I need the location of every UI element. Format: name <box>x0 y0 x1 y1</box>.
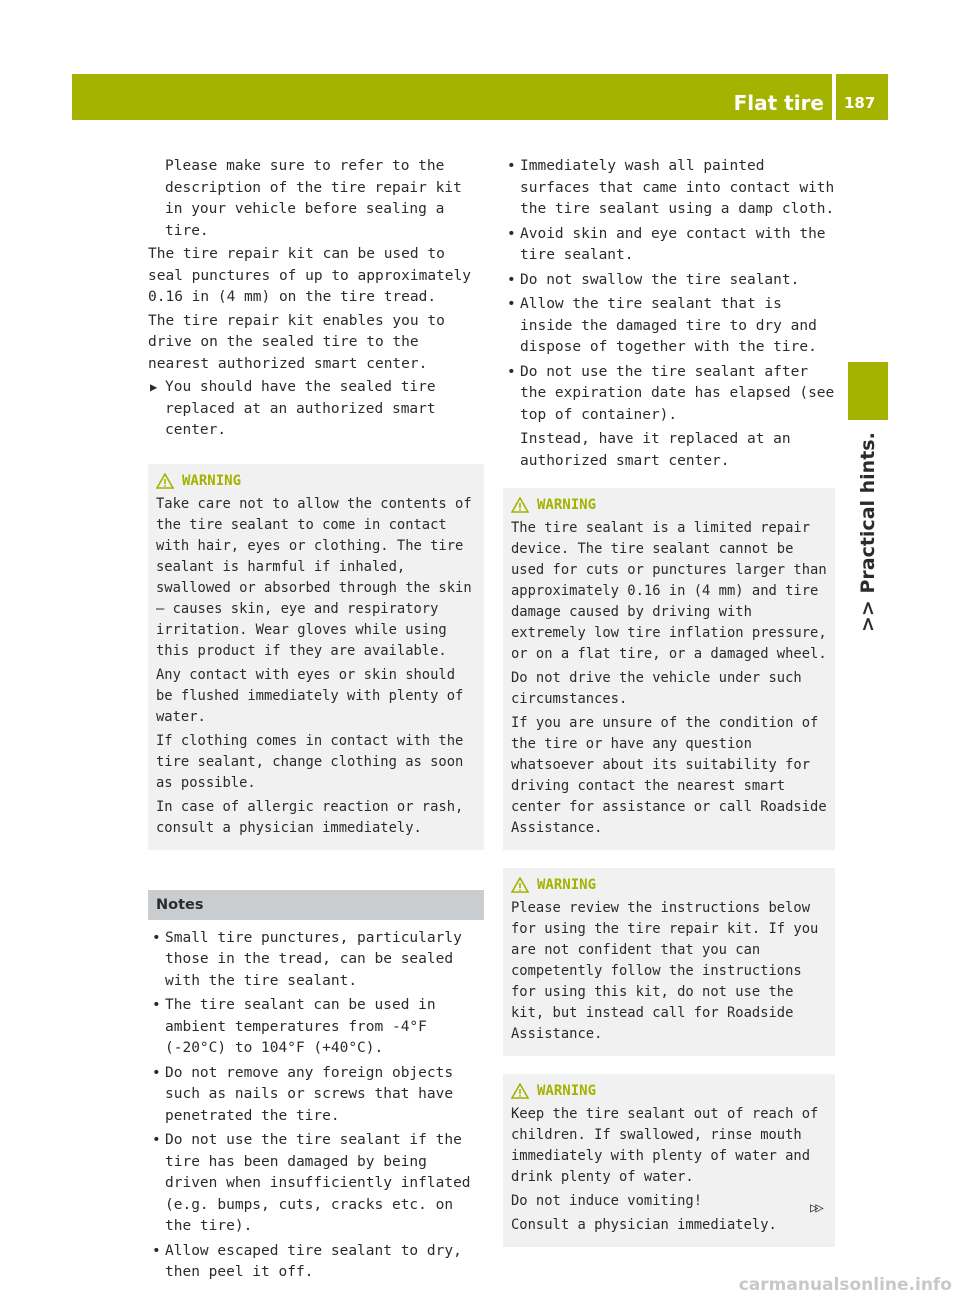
page-title: Flat tire <box>733 91 824 115</box>
warning-box <box>503 1074 835 1247</box>
warning-triangle-icon <box>511 877 529 893</box>
arrow-right-icon: ▶ <box>150 380 158 394</box>
warning-heading <box>156 470 476 492</box>
warning-box <box>503 868 835 1056</box>
warning-triangle-icon <box>511 1083 529 1099</box>
warning-text: In case of allergic reaction or rash, consult a physician immediately. <box>156 798 464 836</box>
list-item-text: Do not use the tire sealant after the expiration date has elapsed (see top of container). <box>520 363 835 423</box>
warning-text: Do not drive the vehicle under such circumstances. <box>511 670 802 707</box>
section-label: >> Practical hints. <box>857 432 879 632</box>
warning-text: If you are unsure of the condition of the tire or have any question whatsoever about its suitability for driving contact the nearest smart center for assistance or call Roadside Assistance. <box>511 715 827 836</box>
warning-text: The tire sealant is a limited repair device. The tire sealant cannot be used for cuts or punctures larger than approximately 0.16 in (4 mm) and tire damage caused by driving with extremely low tire inflation pressure, or on a flat tire, or a damaged wheel. <box>511 520 827 662</box>
list-item-text: Allow escaped tire sealant to dry, then peel it off. <box>165 1242 462 1280</box>
warning-label: WARNING <box>537 877 597 893</box>
list-item: • Do not remove any foreign objects such as nails or screws that have penetrated the tire. <box>152 1064 454 1124</box>
left-column <box>148 156 484 1287</box>
warning-heading <box>511 874 827 896</box>
list-item: • Immediately wash all painted surfaces that came into contact with the tire sealant using a damp cloth. <box>507 158 835 217</box>
warning-text: Do not induce vomiting! <box>511 1193 703 1209</box>
warning-label: WARNING <box>182 472 242 489</box>
right-column <box>503 156 835 1265</box>
list-item-text: The tire sealant can be used in ambient temperatures from -4°F (-20°C) to 104°F (+40°C). <box>165 997 436 1056</box>
warning-text: Take care not to allow the contents of the tire sealant to come in contact with hair, eyes or clothing. The tire sealant is harmful if inhaled, swallowed or absorbed through the skin – causes skin, eye and respiratory irritation. Wear gloves while using this product if they are available. <box>156 495 472 659</box>
warning-heading <box>511 1080 827 1102</box>
list-item-text: Immediately wash all painted surfaces that came into contact with the tire sealant using a damp cloth. <box>520 158 835 217</box>
instruction-step <box>148 377 484 442</box>
warning-text: Consult a physician immediately. <box>511 1217 777 1233</box>
intro-text: Please make sure to refer to the description of the tire repair kit in your vehicle before sealing a tire. <box>165 158 462 239</box>
watermark: carmanualsonline.info <box>738 1275 952 1295</box>
warning-label: WARNING <box>537 1083 597 1099</box>
warning-text: If clothing comes in contact with the tire sealant, change clothing as soon as possible. <box>156 732 464 791</box>
paragraph: The tire repair kit enables you to drive on the sealed tire to the nearest authorized smart center. <box>148 312 445 372</box>
warning-triangle-icon <box>156 473 174 489</box>
list-item: • Allow the tire sealant that is inside the damaged tire to dry and dispose of together with the tire. <box>507 296 817 355</box>
warning-box <box>503 488 835 850</box>
notes-heading: Notes <box>148 890 484 920</box>
warning-triangle-icon <box>511 497 529 513</box>
warning-text: Please review the instructions below for using the tire repair kit. If you are not confident that you can competently follow the instructions for using this kit, do not use the kit, but instead call for Roadside Assistance. <box>511 900 819 1042</box>
paragraph: The tire repair kit can be used to seal punctures of up to approximately 0.16 in (4 mm) on the tire tread. <box>148 246 472 305</box>
list-item: • Do not swallow the tire sealant. <box>507 271 800 288</box>
list-item-text: Avoid skin and eye contact with the tire sealant. <box>520 225 826 263</box>
list-item-text: Allow the tire sealant that is inside the damaged tire to dry and dispose of together with the tire. <box>520 296 817 355</box>
warning-label: WARNING <box>537 497 597 513</box>
list-item-text: Do not remove any foreign objects such as nails or screws that have penetrated the tire. <box>165 1064 454 1124</box>
list-item: • Do not use the tire sealant if the tire has been damaged by being driven when insufficiently inflated (e.g. bumps, cuts, cracks etc. on the tire). <box>152 1132 471 1234</box>
list-item: • Allow escaped tire sealant to dry, then peel it off. <box>152 1242 462 1280</box>
list-item-text: Small tire punctures, particularly those in the tread, can be sealed with the tire sealant. <box>165 929 462 989</box>
page-number: 187 <box>836 74 888 120</box>
list-item: • Small tire punctures, particularly those in the tread, can be sealed with the tire sealant. <box>152 929 462 989</box>
warning-heading <box>511 494 827 516</box>
warning-text: Keep the tire sealant out of reach of children. If swallowed, rinse mouth immediately with plenty of water and drink plenty of water. <box>511 1106 819 1185</box>
list-item: • The tire sealant can be used in ambient temperatures from -4°F (-20°C) to 104°F (+40°C). <box>152 997 436 1056</box>
list-item: • Do not use the tire sealant after the expiration date has elapsed (see top of container). <box>507 363 835 423</box>
warning-text: Any contact with eyes or skin should be flushed immediately with plenty of water. <box>156 666 464 725</box>
continue-arrows-icon: ▷▷ <box>810 1200 821 1216</box>
list-item: • Avoid skin and eye contact with the tire sealant. <box>507 225 826 263</box>
list-followup: Instead, have it replaced at an authorized smart center. <box>520 431 791 469</box>
warning-box <box>148 464 484 850</box>
list-item-text: Do not use the tire sealant if the tire has been damaged by being driven when insufficiently inflated (e.g. bumps, cuts, cracks etc. on the tire). <box>165 1132 471 1234</box>
instruction-text: You should have the sealed tire replaced at an authorized smart center. <box>165 379 436 438</box>
section-tab <box>848 362 888 420</box>
list-item-text: Do not swallow the tire sealant. <box>520 271 800 288</box>
